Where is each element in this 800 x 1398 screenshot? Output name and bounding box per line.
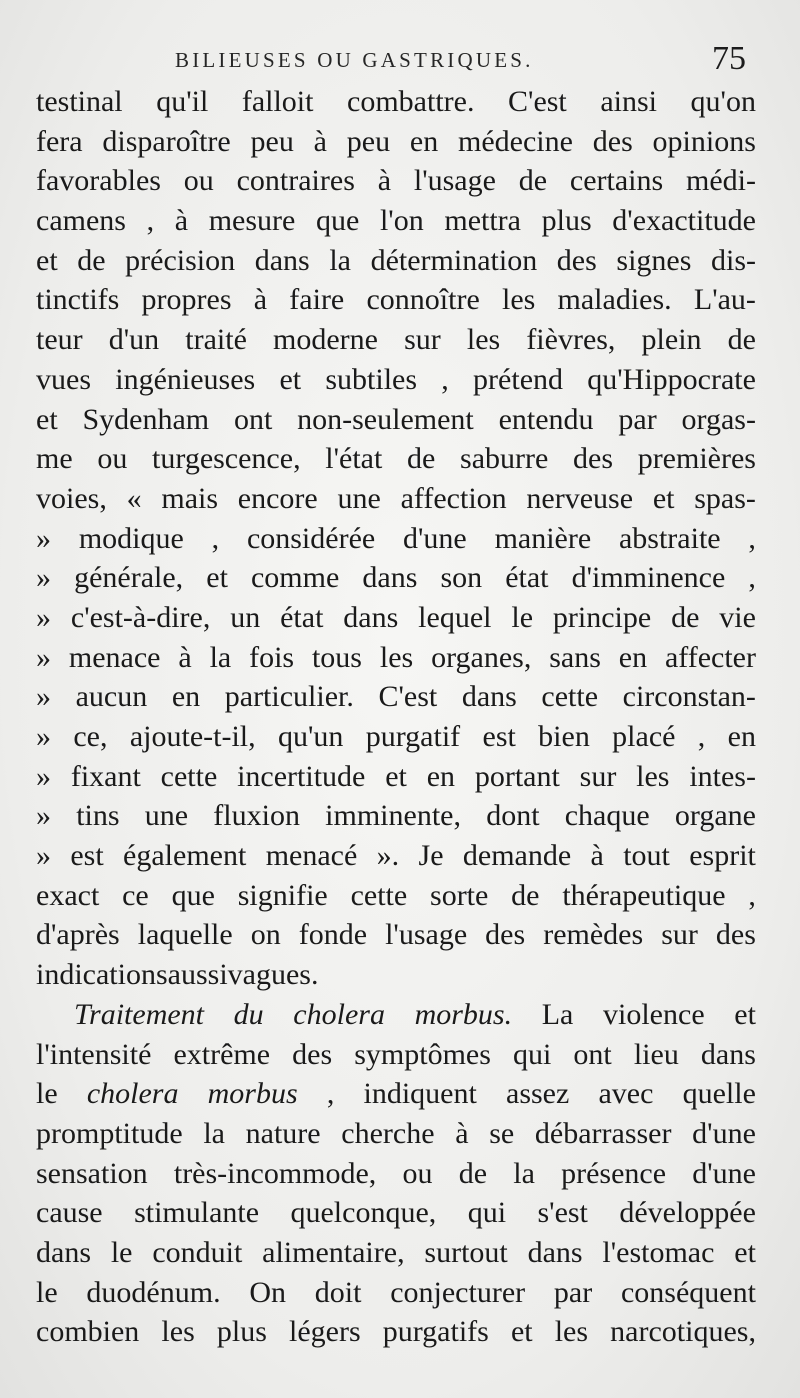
word: cette <box>541 680 599 714</box>
word: morbus <box>207 1077 298 1111</box>
word: sur <box>404 323 441 357</box>
word: et <box>510 1315 533 1349</box>
word: encore <box>237 481 318 515</box>
word: également <box>123 839 247 873</box>
word: mais <box>161 481 219 515</box>
text-line <box>36 201 756 241</box>
word: se <box>489 1116 515 1150</box>
word: le <box>36 1077 58 1111</box>
text-line <box>36 915 756 955</box>
word: état <box>280 600 324 634</box>
word: l'on <box>379 204 424 238</box>
word: et <box>206 561 228 595</box>
word: C'est <box>378 680 438 714</box>
word: mesure <box>208 204 296 238</box>
word: ainsi <box>600 85 657 118</box>
text-line <box>36 82 756 122</box>
word: combattre. <box>347 85 475 118</box>
word: , <box>211 521 220 555</box>
word: plein <box>641 323 702 357</box>
word: particulier. <box>224 680 354 714</box>
quoted-line <box>36 558 756 598</box>
word: de <box>77 243 106 277</box>
word: les <box>161 1315 195 1349</box>
word: indications <box>36 958 168 992</box>
word: » <box>36 799 51 833</box>
word: disparoître <box>102 124 231 158</box>
running-head: BILIEUSES OU GASTRIQUES. <box>175 48 534 72</box>
word: l'état <box>325 442 383 476</box>
page-header <box>0 40 800 84</box>
word: d'imminence <box>571 561 726 595</box>
word: sorte <box>430 878 489 912</box>
word: c'est-à-dire, <box>70 600 211 634</box>
word: les <box>466 323 501 357</box>
page-number: 75 <box>712 40 746 77</box>
word: précision <box>125 243 236 277</box>
word: tout <box>623 839 670 873</box>
word: qu'on <box>690 85 756 118</box>
section-heading-line <box>36 995 756 1035</box>
word: sans <box>549 640 601 674</box>
word: quelle <box>682 1077 756 1111</box>
word: fluxion <box>213 799 300 833</box>
word: la <box>329 243 351 277</box>
word: » <box>36 839 51 873</box>
word: l'usage <box>413 164 496 198</box>
word: de <box>671 600 700 634</box>
word: menacé <box>265 839 358 873</box>
word: subtiles <box>325 362 418 396</box>
text-line <box>36 400 756 440</box>
word: aucun <box>75 680 148 714</box>
word: on <box>250 918 281 952</box>
word: opinions <box>652 124 756 158</box>
word: teur <box>36 323 83 357</box>
word: lequel <box>418 600 492 634</box>
word: laquelle <box>137 918 233 952</box>
word: le <box>511 600 534 634</box>
word: » <box>36 680 51 714</box>
word: des <box>292 1037 333 1071</box>
word: , <box>441 362 449 396</box>
word: signifie <box>237 878 328 912</box>
word: quelconque, <box>290 1196 437 1230</box>
word: plus <box>216 1315 267 1349</box>
word: demande <box>462 839 572 873</box>
word: à <box>455 1116 469 1150</box>
word: circonstan- <box>622 680 756 714</box>
word: considérée <box>246 521 376 555</box>
word: vues <box>36 362 91 396</box>
word: » <box>36 640 51 674</box>
word: Sydenham <box>82 402 210 436</box>
word: morbus. <box>414 997 513 1031</box>
word: purgatif <box>365 720 461 753</box>
word: conjecturer <box>390 1275 526 1309</box>
word: dans <box>362 561 418 595</box>
word: esprit <box>689 839 756 873</box>
word: non-seulement <box>297 402 474 436</box>
word: certains <box>569 164 664 198</box>
text-line <box>36 1233 756 1273</box>
word: camens <box>36 204 126 238</box>
word: ingénieuses <box>115 362 256 396</box>
text-line <box>36 439 756 479</box>
word: médi- <box>686 164 756 198</box>
word: « <box>126 481 142 515</box>
word: est <box>482 720 516 753</box>
word: indiquent <box>363 1077 477 1111</box>
word: ce, <box>73 720 108 753</box>
word: une <box>144 799 189 833</box>
word: portant <box>474 759 560 793</box>
word: à <box>178 640 192 674</box>
word: les <box>636 759 670 793</box>
word: médecine <box>458 124 573 158</box>
quoted-line <box>36 677 756 717</box>
word: qu'un <box>277 720 344 753</box>
word: des <box>715 918 756 952</box>
text-line <box>36 1035 756 1075</box>
word: premières <box>637 442 756 476</box>
word: le <box>110 1235 133 1269</box>
word: en <box>426 759 456 793</box>
word: affection <box>400 481 507 515</box>
word: tins <box>76 799 120 833</box>
word: vagues. <box>227 958 319 992</box>
word: , <box>326 1077 335 1111</box>
word: falloit <box>241 85 314 118</box>
quoted-line <box>36 598 756 638</box>
word: prétend <box>473 362 564 396</box>
word: l'usage <box>385 918 468 952</box>
word: ce <box>122 878 149 912</box>
text-line <box>36 241 756 281</box>
word: fera <box>36 124 83 158</box>
word: thérapeutique <box>562 878 726 912</box>
word: La <box>541 997 574 1031</box>
word: contraires <box>236 164 355 198</box>
word: placé <box>612 720 676 753</box>
word: connoître <box>366 283 480 317</box>
word: que <box>171 878 215 912</box>
word: et <box>279 362 302 396</box>
word: la <box>203 1116 225 1150</box>
word: des <box>485 918 526 952</box>
word: peu <box>346 124 391 158</box>
word: propres <box>141 283 232 317</box>
word: d'une <box>692 1116 756 1150</box>
word: qu'il <box>156 85 209 118</box>
word: principe <box>552 600 652 634</box>
word: d'une <box>403 521 467 555</box>
word: d'exactitude <box>612 204 756 238</box>
word: des <box>573 442 613 476</box>
word: et <box>36 402 58 436</box>
word: ou <box>402 1156 433 1190</box>
word: des <box>556 243 597 277</box>
word: traité <box>185 323 247 357</box>
word: sur <box>579 759 617 793</box>
word: très-incommode, <box>173 1156 377 1190</box>
word: qui <box>512 1037 552 1071</box>
word: ou <box>183 164 214 198</box>
word: chaque <box>564 799 650 833</box>
word: cette <box>350 878 408 912</box>
word: sur <box>661 918 698 952</box>
word: à <box>313 124 327 158</box>
word: fièvres, <box>526 323 616 357</box>
word: cholera <box>293 997 385 1031</box>
word: dont <box>486 799 540 833</box>
word: , <box>697 720 706 753</box>
word: voies, <box>36 481 107 515</box>
word: aussi <box>167 958 228 992</box>
word: tinctifs <box>36 283 120 317</box>
word: testinal <box>36 85 123 118</box>
word: générale, <box>74 561 184 595</box>
word: et <box>36 243 58 277</box>
text-line <box>36 1193 756 1233</box>
word: l'intensité <box>36 1037 152 1071</box>
word: symptômes <box>354 1037 491 1071</box>
word: ». <box>376 839 400 873</box>
word: cette <box>160 759 218 793</box>
quoted-line <box>36 757 756 797</box>
word: s'est <box>537 1196 588 1230</box>
word: en <box>618 640 648 674</box>
word: dis- <box>710 243 756 277</box>
text-line <box>36 1312 756 1352</box>
word: les <box>554 1315 589 1349</box>
word: avec <box>598 1077 654 1111</box>
word: cholera <box>86 1077 179 1111</box>
word: , <box>748 521 756 555</box>
word: dans <box>254 243 310 277</box>
word: spas- <box>694 481 756 515</box>
word: remèdes <box>543 918 644 952</box>
word: détermination <box>370 243 538 277</box>
word: qui <box>467 1196 507 1230</box>
word: » <box>36 521 51 555</box>
word: bien <box>538 720 590 753</box>
word: stimulante <box>134 1196 260 1230</box>
word: vie <box>719 600 756 634</box>
text-line <box>36 360 756 400</box>
word: fixant <box>70 759 141 793</box>
word: C'est <box>508 85 567 118</box>
word: organe <box>674 799 756 833</box>
word: narcotiques, <box>610 1315 756 1349</box>
word: est <box>70 839 104 873</box>
word: à <box>377 164 392 198</box>
word: On <box>249 1275 287 1309</box>
text-line <box>36 280 756 320</box>
text-line <box>36 1154 756 1194</box>
text-line <box>36 876 756 916</box>
word: ajoute-t-il, <box>129 720 256 753</box>
word: Je <box>418 839 444 873</box>
word: dans <box>36 1235 91 1269</box>
word: Traitement <box>74 997 205 1031</box>
word: combien <box>36 1315 140 1349</box>
word: violence <box>603 997 705 1031</box>
word: cause <box>36 1196 103 1230</box>
word: sensation <box>36 1156 148 1190</box>
text-line <box>36 1114 756 1154</box>
word: à <box>174 204 189 238</box>
word: purgatifs <box>382 1315 489 1349</box>
word: de <box>727 323 756 357</box>
word: plus <box>541 204 592 238</box>
word: présence <box>561 1156 667 1190</box>
text-line <box>36 122 756 162</box>
word: alimentaire, <box>262 1235 405 1269</box>
word: faire <box>289 283 345 317</box>
word: » <box>36 759 51 793</box>
word: turgescence, <box>152 442 301 476</box>
word: L'au- <box>693 283 756 317</box>
word: lieu <box>633 1037 679 1071</box>
word: en <box>727 720 756 753</box>
quoted-line <box>36 519 756 559</box>
quoted-line <box>36 796 756 836</box>
word: qu'Hippocrate <box>587 362 756 396</box>
word: d'une <box>692 1156 756 1190</box>
word: ou <box>97 442 128 476</box>
word: en <box>409 124 439 158</box>
word: saburre <box>460 442 549 476</box>
text-line <box>36 1074 756 1114</box>
word: incertitude <box>237 759 366 793</box>
word: imminente, <box>325 799 461 833</box>
word: affecter <box>664 640 756 674</box>
word: et <box>734 1235 756 1269</box>
word: signes <box>616 243 692 277</box>
quoted-line <box>36 638 756 678</box>
word: légers <box>288 1315 361 1349</box>
word: par <box>553 1275 593 1309</box>
word: de <box>518 164 548 198</box>
quoted-line <box>36 717 756 757</box>
word: menace <box>68 640 161 674</box>
word: à <box>253 283 268 317</box>
word: de <box>511 878 540 912</box>
word: des <box>592 124 633 158</box>
word: que <box>316 204 360 238</box>
word: conduit <box>152 1235 243 1269</box>
word: et <box>385 759 407 793</box>
word: état <box>505 561 549 595</box>
word: comme <box>250 561 340 595</box>
word: , <box>748 878 756 912</box>
word: de <box>458 1156 488 1190</box>
word: un <box>230 600 261 634</box>
word: ont <box>573 1037 612 1071</box>
word: fonde <box>298 918 368 952</box>
word: modique <box>78 521 184 555</box>
word: maladies. <box>557 283 672 317</box>
word: moderne <box>273 323 378 357</box>
word: assez <box>506 1077 570 1111</box>
word: dans <box>343 600 399 634</box>
word: » <box>36 600 51 634</box>
word: orgas- <box>681 402 756 436</box>
word: les <box>379 640 414 674</box>
word: peu <box>250 124 294 158</box>
word: la <box>209 640 232 674</box>
word: son <box>440 561 483 595</box>
word: en <box>171 680 201 714</box>
word: favorables <box>36 164 161 198</box>
word: nature <box>245 1116 321 1150</box>
word: » <box>36 720 51 753</box>
word: mettra <box>444 204 521 238</box>
word: me <box>36 442 73 476</box>
word: duodénum. <box>86 1275 221 1309</box>
word: développée <box>619 1196 756 1230</box>
word: , <box>146 204 155 238</box>
text-line <box>36 320 756 360</box>
word: la <box>513 1156 535 1190</box>
word: intes- <box>689 759 756 793</box>
word: à <box>590 839 604 873</box>
word: le <box>36 1275 58 1309</box>
word: une <box>337 481 381 515</box>
text-line <box>36 161 756 201</box>
word: abstraite <box>618 521 721 555</box>
word: , <box>748 561 756 595</box>
word: exact <box>36 878 100 912</box>
body-text <box>36 82 756 1352</box>
word: » <box>36 561 51 595</box>
word: dans <box>527 1235 583 1269</box>
text-line <box>36 1273 756 1313</box>
word: extrême <box>173 1037 271 1071</box>
paragraph-end-line <box>36 955 756 995</box>
word: les <box>501 283 536 317</box>
word: du <box>233 997 264 1031</box>
word: doit <box>314 1275 362 1309</box>
word: cherche <box>341 1116 435 1150</box>
word: dans <box>700 1037 756 1071</box>
word: dans <box>461 680 517 714</box>
word: d'après <box>36 918 120 952</box>
word: débarrasser <box>534 1116 672 1150</box>
word: surtout <box>424 1235 508 1269</box>
word: tous <box>311 640 362 674</box>
word: nerveuse <box>526 481 634 515</box>
word: et <box>652 481 675 515</box>
word: et <box>734 997 756 1031</box>
word: organes, <box>431 640 532 674</box>
quoted-line <box>36 836 756 876</box>
text-line <box>36 479 756 519</box>
word: fois <box>249 640 295 674</box>
word: d'un <box>108 323 160 357</box>
word: de <box>407 442 436 476</box>
word: conséquent <box>620 1275 756 1309</box>
word: ont <box>233 402 273 436</box>
word: l'estomac <box>602 1235 715 1269</box>
word: promptitude <box>36 1116 183 1150</box>
word: par <box>618 402 657 436</box>
word: entendu <box>498 402 594 436</box>
word: manière <box>494 521 592 555</box>
